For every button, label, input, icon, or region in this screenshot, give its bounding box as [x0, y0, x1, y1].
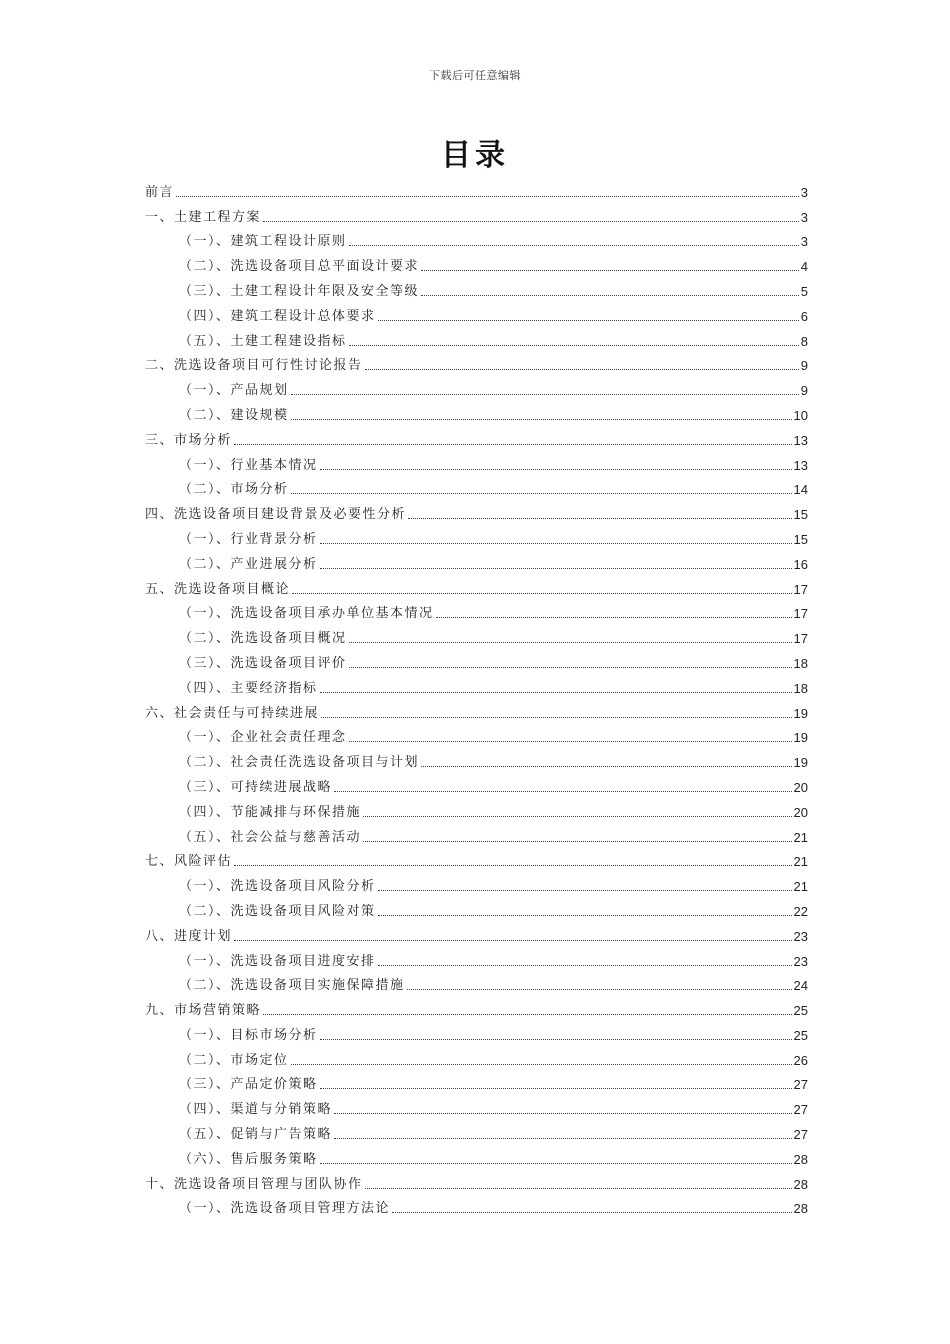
toc-dot-leader [363, 840, 792, 842]
toc-entry-page: 6 [800, 308, 808, 324]
toc-dot-leader [263, 220, 799, 222]
toc-entry-label: （二）、产业进展分析 [179, 556, 318, 572]
toc-dot-leader [363, 815, 792, 817]
toc-entry[interactable] [145, 423, 808, 448]
toc-entry-page: 15 [793, 507, 808, 523]
toc-entry[interactable] [145, 349, 808, 374]
toc-entry-label: （五）、土建工程建设指标 [179, 333, 347, 349]
toc-entry[interactable] [145, 1117, 808, 1142]
toc-entry-label: （二）、市场分析 [179, 482, 289, 498]
toc-title: 目录 [441, 138, 509, 173]
toc-entry-label: 四、洗选设备项目建设背景及必要性分析 [145, 507, 407, 523]
toc-dot-leader [334, 790, 792, 792]
toc-entry-label: （三）、土建工程设计年限及安全等级 [179, 283, 420, 299]
toc-entry[interactable] [145, 175, 808, 200]
toc-entry-label: （四）、建筑工程设计总体要求 [179, 308, 376, 324]
toc-entry[interactable] [145, 969, 808, 994]
toc-entry-label: 十、洗选设备项目管理与团队协作 [145, 1176, 363, 1192]
toc-entry-page: 25 [793, 1027, 808, 1043]
toc-dot-leader [234, 939, 792, 941]
toc-entry-page: 15 [793, 531, 808, 547]
toc-entry-label: 二、洗选设备项目可行性讨论报告 [145, 358, 363, 374]
toc-entry-label: （四）、渠道与分销策略 [179, 1102, 333, 1118]
toc-entry-label: （二）、市场定位 [179, 1052, 289, 1068]
toc-entry-page: 18 [793, 655, 808, 671]
toc-entry-page: 21 [793, 829, 808, 845]
toc-entry-label: （三）、可持续进展战略 [179, 779, 333, 795]
toc-dot-leader [436, 616, 792, 618]
toc-dot-leader [263, 1013, 792, 1015]
toc-entry-label: 前言 [145, 184, 175, 200]
toc-entry-label: （六）、售后服务策略 [179, 1151, 318, 1167]
toc-entry-page: 27 [793, 1102, 808, 1118]
toc-dot-leader [378, 964, 792, 966]
toc-entry-page: 9 [800, 358, 808, 374]
toc-entry-label: （一）、建筑工程设计原则 [179, 234, 347, 250]
toc-entry[interactable] [145, 820, 808, 845]
toc-entry[interactable] [145, 894, 808, 919]
toc-entry[interactable] [145, 919, 808, 944]
toc-entry-page: 13 [793, 457, 808, 473]
toc-entry-page: 17 [793, 631, 808, 647]
toc-entry-page: 22 [793, 903, 808, 919]
toc-entry-page: 28 [793, 1176, 808, 1192]
toc-entry-label: （二）、洗选设备项目风险对策 [179, 903, 376, 919]
toc-dot-leader [320, 1038, 792, 1040]
toc-entry-label: 六、社会责任与可持续进展 [145, 705, 320, 721]
toc-entry[interactable] [145, 770, 808, 795]
toc-entry-label: （三）、产品定价策略 [179, 1077, 318, 1093]
toc-entry-page: 21 [793, 854, 808, 870]
toc-entry-label: （一）、洗选设备项目承办单位基本情况 [179, 606, 434, 622]
toc-dot-leader [378, 914, 792, 916]
toc-entry-page: 13 [793, 432, 808, 448]
toc-entry-page: 19 [793, 705, 808, 721]
toc-entry[interactable] [145, 473, 808, 498]
toc-entry-page: 10 [793, 407, 808, 423]
toc-entry-label: （四）、主要经济指标 [179, 680, 318, 696]
toc-dot-leader [349, 244, 799, 246]
toc-entry[interactable] [145, 373, 808, 398]
toc-dot-leader [378, 319, 799, 321]
toc-entry-label: 九、市场营销策略 [145, 1003, 262, 1019]
toc-entry-label: （一）、企业社会责任理念 [179, 730, 347, 746]
toc-dot-leader [320, 542, 792, 544]
toc-entry[interactable] [145, 448, 808, 473]
toc-entry-label: （二）、洗选设备项目概况 [179, 631, 347, 647]
toc-dot-leader [349, 641, 792, 643]
toc-entry[interactable] [145, 1043, 808, 1068]
toc-entry[interactable] [145, 1018, 808, 1043]
toc-dot-leader [407, 988, 792, 990]
toc-entry-label: （四）、节能减排与环保措施 [179, 804, 362, 820]
toc-entry-label: （三）、洗选设备项目评价 [179, 655, 347, 671]
toc-dot-leader [378, 889, 792, 891]
toc-entry[interactable] [145, 597, 808, 622]
toc-entry-label: 七、风险评估 [145, 854, 233, 870]
toc-dot-leader [320, 567, 792, 569]
toc-entry[interactable] [145, 249, 808, 274]
toc-entry-page: 19 [793, 755, 808, 771]
toc-entry-page: 4 [800, 259, 808, 275]
toc-entry-page: 25 [793, 1003, 808, 1019]
toc-dot-leader [349, 344, 799, 346]
toc-entry-label: 一、土建工程方案 [145, 209, 262, 225]
toc-entry[interactable] [145, 993, 808, 1018]
toc-dot-leader [334, 1112, 792, 1114]
toc-entry-label: （一）、洗选设备项目风险分析 [179, 879, 376, 895]
toc-dot-leader [334, 1137, 792, 1139]
toc-dot-leader [320, 468, 792, 470]
toc-entry[interactable] [145, 398, 808, 423]
toc-entry[interactable] [145, 1068, 808, 1093]
toc-entry-page: 24 [793, 978, 808, 994]
toc-dot-leader [349, 740, 792, 742]
toc-entry[interactable] [145, 795, 808, 820]
toc-entry-page: 5 [800, 283, 808, 299]
toc-entry-label: （五）、社会公益与慈善活动 [179, 829, 362, 845]
toc-entry[interactable] [145, 1167, 808, 1192]
toc-entry[interactable] [145, 696, 808, 721]
toc-dot-leader [291, 1063, 792, 1065]
toc-entry-label: 五、洗选设备项目概论 [145, 581, 291, 597]
toc-dot-leader [408, 517, 792, 519]
toc-entry-page: 17 [793, 606, 808, 622]
toc-entry-label: （一）、洗选设备项目进度安排 [179, 953, 376, 969]
toc-dot-leader [365, 1187, 792, 1189]
toc-dot-leader [291, 492, 792, 494]
toc-dot-leader [320, 1087, 792, 1089]
toc-entry[interactable] [145, 745, 808, 770]
toc-entry-page: 27 [793, 1077, 808, 1093]
toc-entry-label: 三、市场分析 [145, 432, 233, 448]
toc-entry-label: （二）、社会责任洗选设备项目与计划 [179, 755, 420, 771]
toc-entry[interactable] [145, 200, 808, 225]
toc-entry[interactable] [145, 497, 808, 522]
toc-dot-leader [421, 269, 799, 271]
toc-entry-page: 18 [793, 680, 808, 696]
toc-entry-label: （一）、行业基本情况 [179, 457, 318, 473]
toc-dot-leader [292, 592, 792, 594]
toc-entry-page: 16 [793, 556, 808, 572]
toc-entry[interactable] [145, 274, 808, 299]
toc-entry[interactable] [145, 299, 808, 324]
toc-entry-label: （二）、建设规模 [179, 407, 289, 423]
table-of-contents [145, 175, 808, 1216]
toc-dot-leader [349, 666, 792, 668]
toc-entry-page: 3 [800, 184, 808, 200]
toc-dot-leader [291, 393, 799, 395]
toc-entry-page: 19 [793, 730, 808, 746]
toc-dot-leader [291, 418, 792, 420]
toc-entry[interactable] [145, 1142, 808, 1167]
toc-dot-leader [320, 691, 792, 693]
toc-entry-label: （二）、洗选设备项目实施保障措施 [179, 978, 405, 994]
toc-entry-page: 27 [793, 1127, 808, 1143]
toc-entry[interactable] [145, 646, 808, 671]
toc-entry[interactable] [145, 225, 808, 250]
toc-entry[interactable] [145, 572, 808, 597]
toc-entry[interactable] [145, 547, 808, 572]
toc-entry[interactable] [145, 671, 808, 696]
toc-dot-leader [392, 1211, 792, 1213]
toc-entry-label: （一）、洗选设备项目管理方法论 [179, 1201, 391, 1217]
toc-entry[interactable] [145, 522, 808, 547]
toc-entry-page: 23 [793, 953, 808, 969]
toc-dot-leader [234, 864, 792, 866]
toc-dot-leader [365, 368, 799, 370]
toc-entry-page: 20 [793, 779, 808, 795]
toc-entry-page: 8 [800, 333, 808, 349]
toc-entry-label: （二）、洗选设备项目总平面设计要求 [179, 259, 420, 275]
toc-entry-page: 17 [793, 581, 808, 597]
toc-entry[interactable] [145, 869, 808, 894]
header-note: 下载后可任意编辑 [429, 69, 521, 82]
toc-dot-leader [234, 443, 792, 445]
toc-entry[interactable] [145, 324, 808, 349]
toc-entry[interactable] [145, 1092, 808, 1117]
toc-entry-label: 八、进度计划 [145, 928, 233, 944]
toc-entry-page: 14 [793, 482, 808, 498]
toc-dot-leader [421, 765, 792, 767]
toc-entry-page: 28 [793, 1201, 808, 1217]
toc-dot-leader [421, 294, 799, 296]
toc-entry-page: 23 [793, 928, 808, 944]
toc-dot-leader [176, 195, 799, 197]
toc-entry-label: （一）、产品规划 [179, 383, 289, 399]
toc-entry-page: 20 [793, 804, 808, 820]
toc-entry-label: （一）、目标市场分析 [179, 1027, 318, 1043]
toc-entry[interactable] [145, 944, 808, 969]
toc-entry[interactable] [145, 721, 808, 746]
toc-entry-page: 28 [793, 1151, 808, 1167]
toc-entry[interactable] [145, 621, 808, 646]
toc-entry-label: （五）、促销与广告策略 [179, 1127, 333, 1143]
toc-entry[interactable] [145, 1192, 808, 1217]
toc-entry[interactable] [145, 845, 808, 870]
toc-entry-page: 26 [793, 1052, 808, 1068]
toc-dot-leader [320, 1162, 792, 1164]
toc-dot-leader [321, 716, 792, 718]
toc-entry-page: 9 [800, 383, 808, 399]
toc-entry-page: 21 [793, 879, 808, 895]
toc-entry-page: 3 [800, 209, 808, 225]
toc-entry-page: 3 [800, 234, 808, 250]
toc-entry-label: （一）、行业背景分析 [179, 531, 318, 547]
